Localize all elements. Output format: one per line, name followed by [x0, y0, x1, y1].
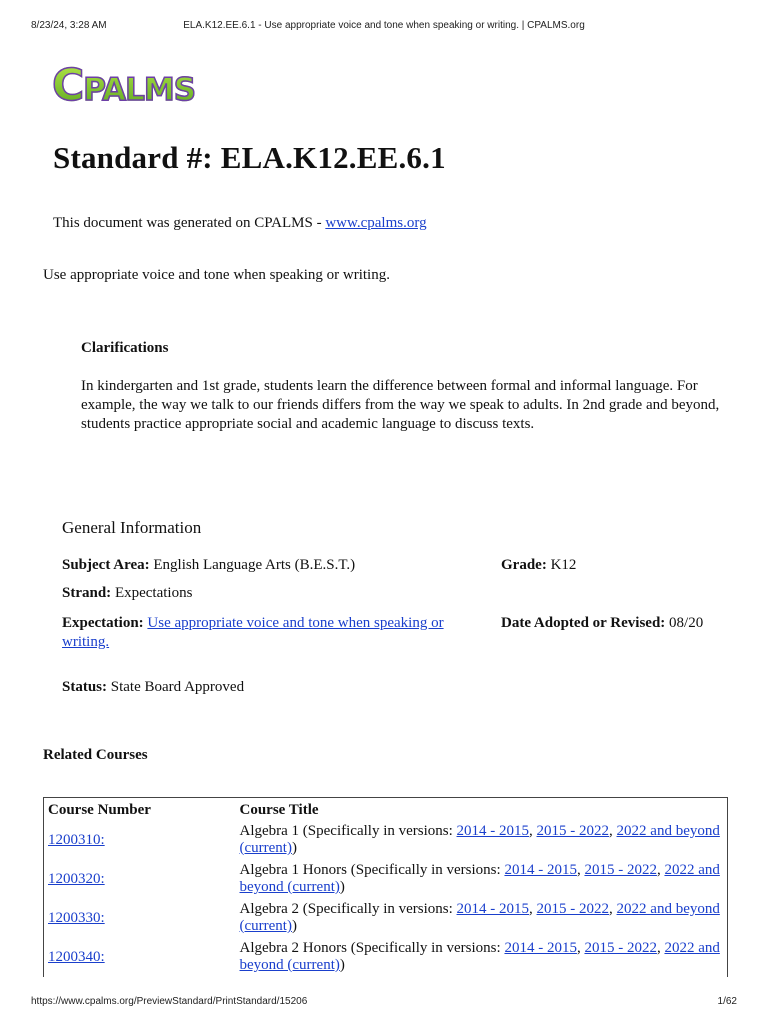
date-adopted-label: Date Adopted or Revised:	[501, 615, 666, 631]
column-header-course-title: Course Title	[239, 802, 319, 819]
course-title-text: Algebra 2 (Specifically in versions:	[239, 901, 457, 917]
table-row	[44, 860, 728, 899]
general-information-heading: General Information	[62, 518, 202, 537]
cpalms-logo	[52, 60, 202, 118]
standard-description: Use appropriate voice and tone when speaking or writing.	[43, 267, 390, 283]
date-adopted-field	[501, 614, 703, 633]
course-title: Algebra 1 Honors (Specifically in versions: 2014 - 2015, 2015 - 2022, 2022 and beyond (current))	[239, 862, 720, 895]
version-link[interactable]: 2014 - 2015	[504, 862, 577, 878]
version-link[interactable]: 2014 - 2015	[504, 940, 577, 956]
version-link[interactable]: 2022 and beyond (current)	[239, 901, 720, 934]
version-link[interactable]: 2014 - 2015	[456, 823, 530, 839]
grade-label: Grade:	[501, 557, 547, 573]
cpalms-logo-text: CPALMS	[52, 60, 196, 111]
strand-label: Strand:	[62, 585, 112, 601]
course-title: Algebra 1 (Specifically in versions: 2014 - 2015, 2015 - 2022, 2022 and beyond (current))	[239, 823, 720, 856]
course-title-closing: )	[339, 879, 345, 895]
subject-area-field	[62, 556, 355, 575]
course-title-closing: )	[291, 918, 297, 934]
version-link[interactable]: 2014 - 2015	[456, 901, 530, 917]
column-header-course-number: Course Number	[48, 802, 151, 819]
version-link[interactable]: 2022 and beyond (current)	[239, 940, 720, 973]
standard-heading: Standard #: ELA.K12.EE.6.1	[53, 140, 446, 175]
clarifications-text: In kindergarten and 1st grade, students learn the difference between formal and informal language. For example, the way we talk to our friends differs from the way we speak to adults. In 2nd grade and beyond, students practice appropriate social and academic language to discuss texts.	[81, 378, 720, 432]
print-page-title: ELA.K12.EE.6.1 - Use appropriate voice and tone when speaking or writing. | CPALMS.org	[183, 20, 585, 31]
version-link[interactable]: 2022 and beyond (current)	[239, 862, 720, 895]
table-header-row	[44, 798, 728, 821]
course-number-link[interactable]: 1200310:	[48, 831, 105, 848]
expectation-field	[62, 614, 462, 652]
expectation-label: Expectation:	[62, 615, 144, 631]
table-row	[44, 821, 728, 860]
strand-field	[62, 584, 192, 603]
date-adopted-value: 08/20	[669, 615, 704, 631]
version-link[interactable]: 2022 and beyond (current)	[239, 823, 720, 856]
course-number-link[interactable]: 1200330:	[48, 909, 105, 926]
strand-value: Expectations	[114, 585, 193, 601]
cpalms-link[interactable]: www.cpalms.org	[325, 215, 427, 231]
generated-prefix: This document was generated on CPALMS -	[53, 215, 326, 231]
related-courses-table	[43, 797, 728, 977]
clarifications-heading: Clarifications	[81, 340, 169, 356]
version-link[interactable]: 2015 - 2022	[536, 823, 610, 839]
related-courses-heading: Related Courses	[43, 747, 148, 763]
status-value: State Board Approved	[110, 679, 245, 695]
version-link[interactable]: 2015 - 2022	[584, 862, 657, 878]
version-link[interactable]: 2015 - 2022	[584, 940, 657, 956]
course-title: Algebra 2 (Specifically in versions: 2014 - 2015, 2015 - 2022, 2022 and beyond (current))	[239, 901, 720, 934]
print-datetime: 8/23/24, 3:28 AM	[31, 20, 107, 31]
course-title-text: Algebra 2 Honors (Specifically in versions:	[239, 940, 505, 956]
table-row	[44, 899, 728, 938]
course-title-closing: )	[339, 957, 345, 973]
grade-field	[501, 556, 576, 575]
subject-area-label: Subject Area:	[62, 557, 150, 573]
course-number-link[interactable]: 1200320:	[48, 870, 105, 887]
page-number: 1/62	[717, 996, 737, 1007]
subject-area-value: English Language Arts (B.E.S.T.)	[153, 557, 356, 573]
course-title-closing: )	[291, 840, 297, 856]
course-title: Algebra 2 Honors (Specifically in versions: 2014 - 2015, 2015 - 2022, 2022 and beyond (current))	[239, 940, 720, 973]
status-field	[62, 678, 244, 697]
course-title-text: Algebra 1 Honors (Specifically in versions:	[239, 862, 505, 878]
grade-value: K12	[550, 557, 577, 573]
course-number-link[interactable]: 1200340:	[48, 948, 105, 965]
table-row	[44, 938, 728, 977]
version-link[interactable]: 2015 - 2022	[536, 901, 610, 917]
status-label: Status:	[62, 679, 108, 695]
course-title-text: Algebra 1 (Specifically in versions:	[239, 823, 457, 839]
print-url: https://www.cpalms.org/PreviewStandard/PrintStandard/15206	[31, 996, 308, 1007]
generated-note	[53, 215, 427, 232]
expectation-link[interactable]: Use appropriate voice and tone when speaking or writing.	[62, 615, 444, 650]
